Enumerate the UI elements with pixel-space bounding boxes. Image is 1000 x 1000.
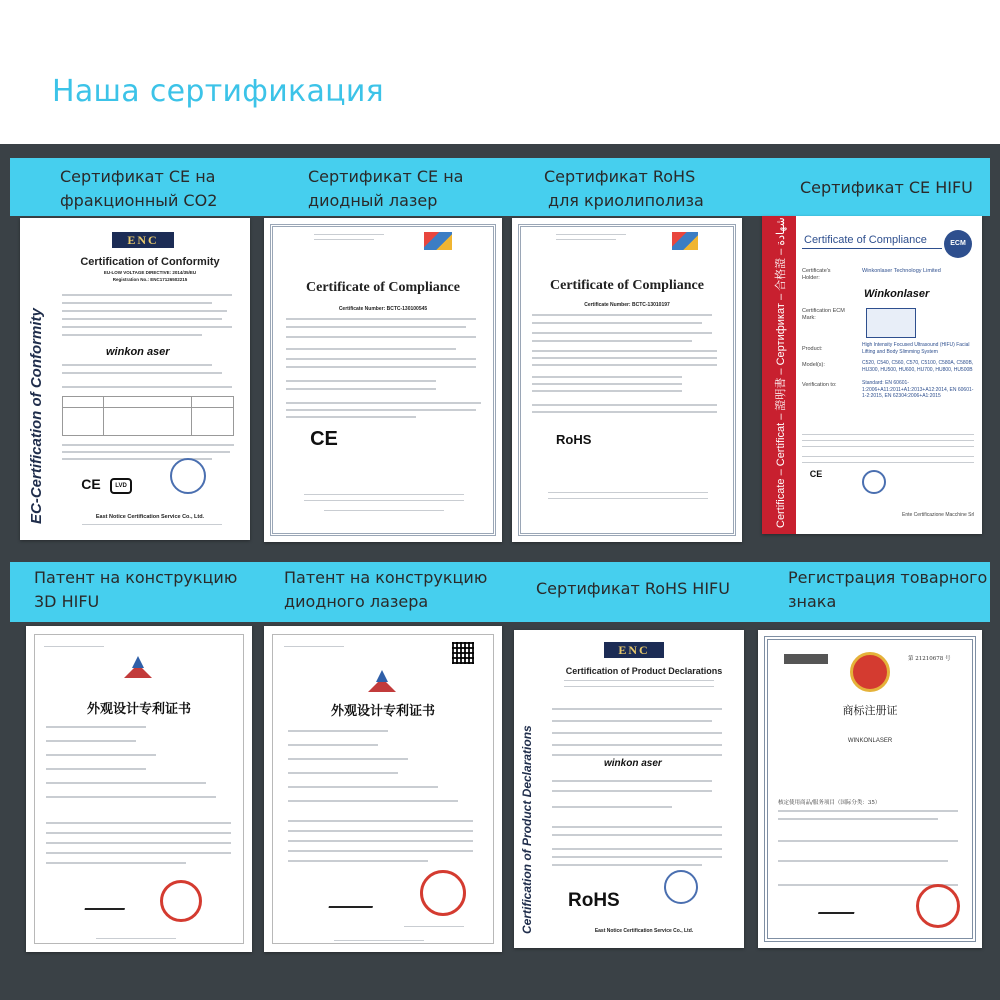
text-line bbox=[62, 294, 232, 296]
lvd-mark: LVD bbox=[110, 478, 132, 494]
text-line bbox=[532, 332, 712, 334]
caption-line-1: Сертификат RoHS HIFU bbox=[536, 579, 730, 598]
doc-heading: Certificate of Compliance bbox=[804, 234, 927, 246]
text-line bbox=[286, 358, 476, 360]
text-line bbox=[46, 796, 216, 798]
text-line bbox=[304, 494, 464, 495]
patent-3d-hifu[interactable] bbox=[26, 626, 252, 952]
signature bbox=[85, 896, 128, 910]
qr-code bbox=[452, 642, 474, 664]
holder-value: Winkonlaser Technology Limited bbox=[862, 268, 941, 274]
caption-line-1: Регистрация товарного bbox=[788, 568, 988, 587]
text-line bbox=[46, 726, 146, 728]
text-line bbox=[552, 744, 722, 746]
text-line bbox=[778, 840, 958, 842]
caption-line-2: диодного лазера bbox=[284, 592, 429, 611]
caption-line-1: Патент на конструкцию bbox=[284, 568, 488, 587]
caption-patent-diode bbox=[284, 566, 487, 614]
stamp bbox=[170, 458, 206, 494]
text-line bbox=[324, 510, 444, 511]
text-line bbox=[62, 318, 222, 320]
text-line bbox=[556, 234, 626, 235]
text-line bbox=[552, 826, 722, 828]
certificate-ce-co2[interactable] bbox=[20, 218, 250, 540]
text-line bbox=[532, 383, 682, 385]
signature bbox=[818, 898, 858, 914]
patent-diode-laser[interactable] bbox=[264, 626, 502, 952]
text-line bbox=[62, 386, 232, 388]
enc-logo: ENC bbox=[112, 232, 174, 248]
text-line bbox=[404, 926, 464, 927]
text-line bbox=[288, 744, 378, 746]
text-line bbox=[552, 720, 712, 722]
doc-heading: Certification of Conformity bbox=[80, 256, 220, 268]
text-line bbox=[96, 938, 176, 939]
trademark-title: 商标注册证 bbox=[842, 704, 898, 717]
caption-line-1: Сертификат CE на bbox=[60, 167, 216, 186]
signature bbox=[329, 894, 376, 908]
caption-line-2: диодный лазер bbox=[308, 191, 438, 210]
text-line bbox=[556, 239, 616, 240]
barcode bbox=[784, 654, 828, 664]
brand-logo: winkon aser bbox=[106, 346, 170, 358]
national-emblem bbox=[850, 652, 890, 692]
text-line bbox=[286, 326, 466, 328]
caption-line-1: Патент на конструкцию bbox=[34, 568, 238, 587]
caption-line-1: Сертификат CE HIFU bbox=[800, 178, 973, 197]
caption-line-2: для криолиполиза bbox=[548, 191, 704, 210]
doc-reg-number: Registration No.: ENC17126502215 bbox=[112, 277, 188, 282]
text-line bbox=[288, 800, 458, 802]
patent-title: 外观设计专利证书 bbox=[330, 704, 435, 719]
text-line bbox=[286, 409, 476, 411]
mark-label: Certification ECM Mark: bbox=[802, 308, 845, 321]
doc-heading: Certificate of Compliance bbox=[306, 280, 460, 295]
brand-logo: Winkonlaser bbox=[864, 288, 930, 300]
text-line bbox=[548, 492, 708, 493]
patent-office-emblem bbox=[368, 670, 396, 696]
text-line bbox=[532, 340, 692, 342]
product-label: Product: bbox=[802, 346, 823, 352]
patent-title: 外观设计专利证书 bbox=[86, 702, 191, 717]
caption-ce-hifu bbox=[800, 176, 973, 200]
caption-line-2: 3D HIFU bbox=[34, 592, 100, 611]
vertical-title: Certification of Product Declarations bbox=[520, 725, 534, 934]
text-line bbox=[314, 234, 384, 235]
rohs-mark: RoHS bbox=[556, 432, 592, 447]
text-line bbox=[802, 456, 974, 457]
doc-heading: Certification of Product Declarations bbox=[565, 666, 723, 676]
verification-value: Standard: EN 60601-1:2006+A11:2011+A1:2013+A12:2014, EN 60601-1-2:2015, EN 62304:2006+A1:2015 bbox=[862, 380, 974, 399]
trademark-registration[interactable] bbox=[758, 630, 982, 948]
stamp bbox=[664, 870, 698, 904]
patent-office-emblem bbox=[124, 656, 152, 682]
caption-rohs-hifu bbox=[536, 577, 730, 601]
text-line bbox=[548, 498, 708, 499]
text-line bbox=[802, 440, 974, 441]
trademark-class: 核定使用商品/服务项目（国际分类：35） bbox=[778, 800, 881, 806]
holder-label: Certificate's Holder: bbox=[802, 268, 831, 281]
heading-rule bbox=[802, 248, 942, 249]
text-line bbox=[564, 686, 714, 687]
text-line bbox=[532, 350, 717, 352]
text-line bbox=[62, 326, 232, 328]
doc-heading: Certificate of Compliance bbox=[550, 278, 704, 293]
text-line bbox=[552, 848, 722, 850]
text-line bbox=[62, 451, 230, 453]
caption-rohs-cryo bbox=[544, 165, 704, 213]
enc-logo: ENC bbox=[604, 642, 664, 658]
text-line bbox=[286, 402, 481, 404]
text-line bbox=[46, 754, 156, 756]
text-line bbox=[46, 852, 231, 854]
caption-line-2: фракционный CO2 bbox=[60, 191, 218, 210]
text-line bbox=[532, 314, 712, 316]
text-line bbox=[532, 322, 702, 324]
text-line bbox=[552, 864, 702, 866]
text-line bbox=[46, 740, 136, 742]
text-line bbox=[62, 444, 234, 446]
text-line bbox=[288, 772, 398, 774]
text-line bbox=[288, 758, 408, 760]
text-line bbox=[552, 780, 712, 782]
text-line bbox=[288, 830, 473, 832]
models-label: Model(s): bbox=[802, 362, 825, 368]
text-line bbox=[46, 822, 231, 824]
issuer-logo bbox=[424, 232, 452, 250]
product-value: High Intensity Focused Ultrasound (HIFU) Facial Lifting and Body Slimming System bbox=[862, 342, 970, 355]
text-line bbox=[802, 462, 974, 463]
standards-table bbox=[62, 396, 234, 436]
brand-logo: winkon aser bbox=[604, 758, 662, 769]
doc-cert-number: Certificate Number: BCTC-130100545 bbox=[338, 306, 428, 312]
text-line bbox=[532, 376, 682, 378]
text-line bbox=[532, 411, 717, 413]
text-line bbox=[284, 646, 344, 647]
text-line bbox=[314, 239, 374, 240]
trademark-mark: WINKONLASER bbox=[847, 738, 893, 744]
red-seal bbox=[916, 884, 960, 928]
red-seal bbox=[420, 870, 466, 916]
text-line bbox=[778, 860, 948, 862]
text-line bbox=[288, 786, 438, 788]
text-line bbox=[62, 364, 212, 366]
caption-ce-co2 bbox=[60, 165, 217, 213]
text-line bbox=[802, 434, 974, 435]
text-line bbox=[532, 404, 717, 406]
issuer-logo bbox=[672, 232, 698, 250]
vertical-title: EC-Certification of Conformity bbox=[28, 308, 45, 524]
vertical-title: Certificate – Certificat – 證明書 – Сертификат – 合格證 – شهادة bbox=[775, 217, 787, 528]
text-line bbox=[286, 336, 476, 338]
caption-line-1: Сертификат RoHS bbox=[544, 167, 696, 186]
rohs-mark: RoHS bbox=[568, 890, 620, 911]
ecm-badge: ECM bbox=[944, 230, 972, 258]
text-line bbox=[334, 940, 424, 941]
text-line bbox=[564, 680, 714, 681]
doc-footer: East Notice Certification Service Co., Ltd. bbox=[95, 514, 205, 520]
text-line bbox=[46, 768, 146, 770]
doc-cert-number: Certificate Number: BCTC-13010197 bbox=[584, 302, 670, 308]
text-line bbox=[288, 840, 473, 842]
ce-mark: CE bbox=[81, 476, 101, 492]
certificate-rohs-cryo[interactable] bbox=[512, 218, 742, 542]
models-value: C520, C540, C560, C570, C5100, C580A, C580B, HU300, HU500, HU600, HU700, HU800, HU500B bbox=[862, 360, 974, 373]
decorative-border bbox=[518, 224, 736, 536]
issuer-footer: Ente Certificazione Macchine Srl bbox=[902, 512, 975, 518]
text-line bbox=[552, 834, 722, 836]
red-seal bbox=[160, 880, 202, 922]
text-line bbox=[288, 730, 388, 732]
text-line bbox=[62, 372, 222, 374]
text-line bbox=[82, 524, 222, 525]
text-line bbox=[286, 380, 436, 382]
text-line bbox=[532, 357, 717, 359]
text-line bbox=[46, 842, 231, 844]
ecm-mark-image bbox=[866, 308, 916, 338]
text-line bbox=[532, 364, 717, 366]
ce-mark: CE bbox=[310, 428, 338, 450]
text-line bbox=[552, 790, 712, 792]
certificate-ce-diode[interactable] bbox=[264, 218, 502, 542]
text-line bbox=[46, 862, 186, 864]
text-line bbox=[288, 850, 473, 852]
page-title: Наша сертификация bbox=[52, 74, 384, 109]
stamp bbox=[862, 470, 886, 494]
text-line bbox=[552, 732, 722, 734]
text-line bbox=[62, 310, 227, 312]
caption-line-2: знака bbox=[788, 592, 837, 611]
registration-number: 第 21210678 号 bbox=[908, 656, 951, 662]
text-line bbox=[46, 782, 206, 784]
text-line bbox=[778, 810, 958, 812]
text-line bbox=[288, 860, 428, 862]
text-line bbox=[286, 366, 476, 368]
text-line bbox=[304, 500, 464, 501]
certificate-ce-hifu[interactable] bbox=[762, 216, 982, 534]
doc-subheading: EU-LOW VOLTAGE DIRECTIVE: 2014/35/EU bbox=[103, 270, 197, 275]
text-line bbox=[778, 818, 938, 820]
text-line bbox=[552, 856, 722, 858]
text-line bbox=[46, 832, 231, 834]
text-line bbox=[532, 390, 682, 392]
text-line bbox=[286, 416, 416, 418]
doc-footer: East Notice Certification Service Co., Ltd. bbox=[594, 928, 694, 934]
text-line bbox=[62, 302, 212, 304]
text-line bbox=[802, 446, 974, 447]
text-line bbox=[286, 318, 476, 320]
text-line bbox=[552, 754, 722, 756]
caption-ce-diode bbox=[308, 165, 463, 213]
certificate-rohs-hifu[interactable] bbox=[514, 630, 744, 948]
verification-label: Verification to: bbox=[802, 382, 837, 388]
text-line bbox=[62, 334, 202, 336]
text-line bbox=[552, 806, 672, 808]
caption-trademark bbox=[788, 566, 987, 614]
text-line bbox=[552, 708, 722, 710]
caption-line-1: Сертификат CE на bbox=[308, 167, 464, 186]
text-line bbox=[286, 388, 436, 390]
text-line bbox=[288, 820, 473, 822]
caption-patent-3d-hifu bbox=[34, 566, 237, 614]
text-line bbox=[44, 646, 104, 647]
text-line bbox=[286, 348, 456, 350]
ce-mark: CE bbox=[809, 469, 823, 479]
